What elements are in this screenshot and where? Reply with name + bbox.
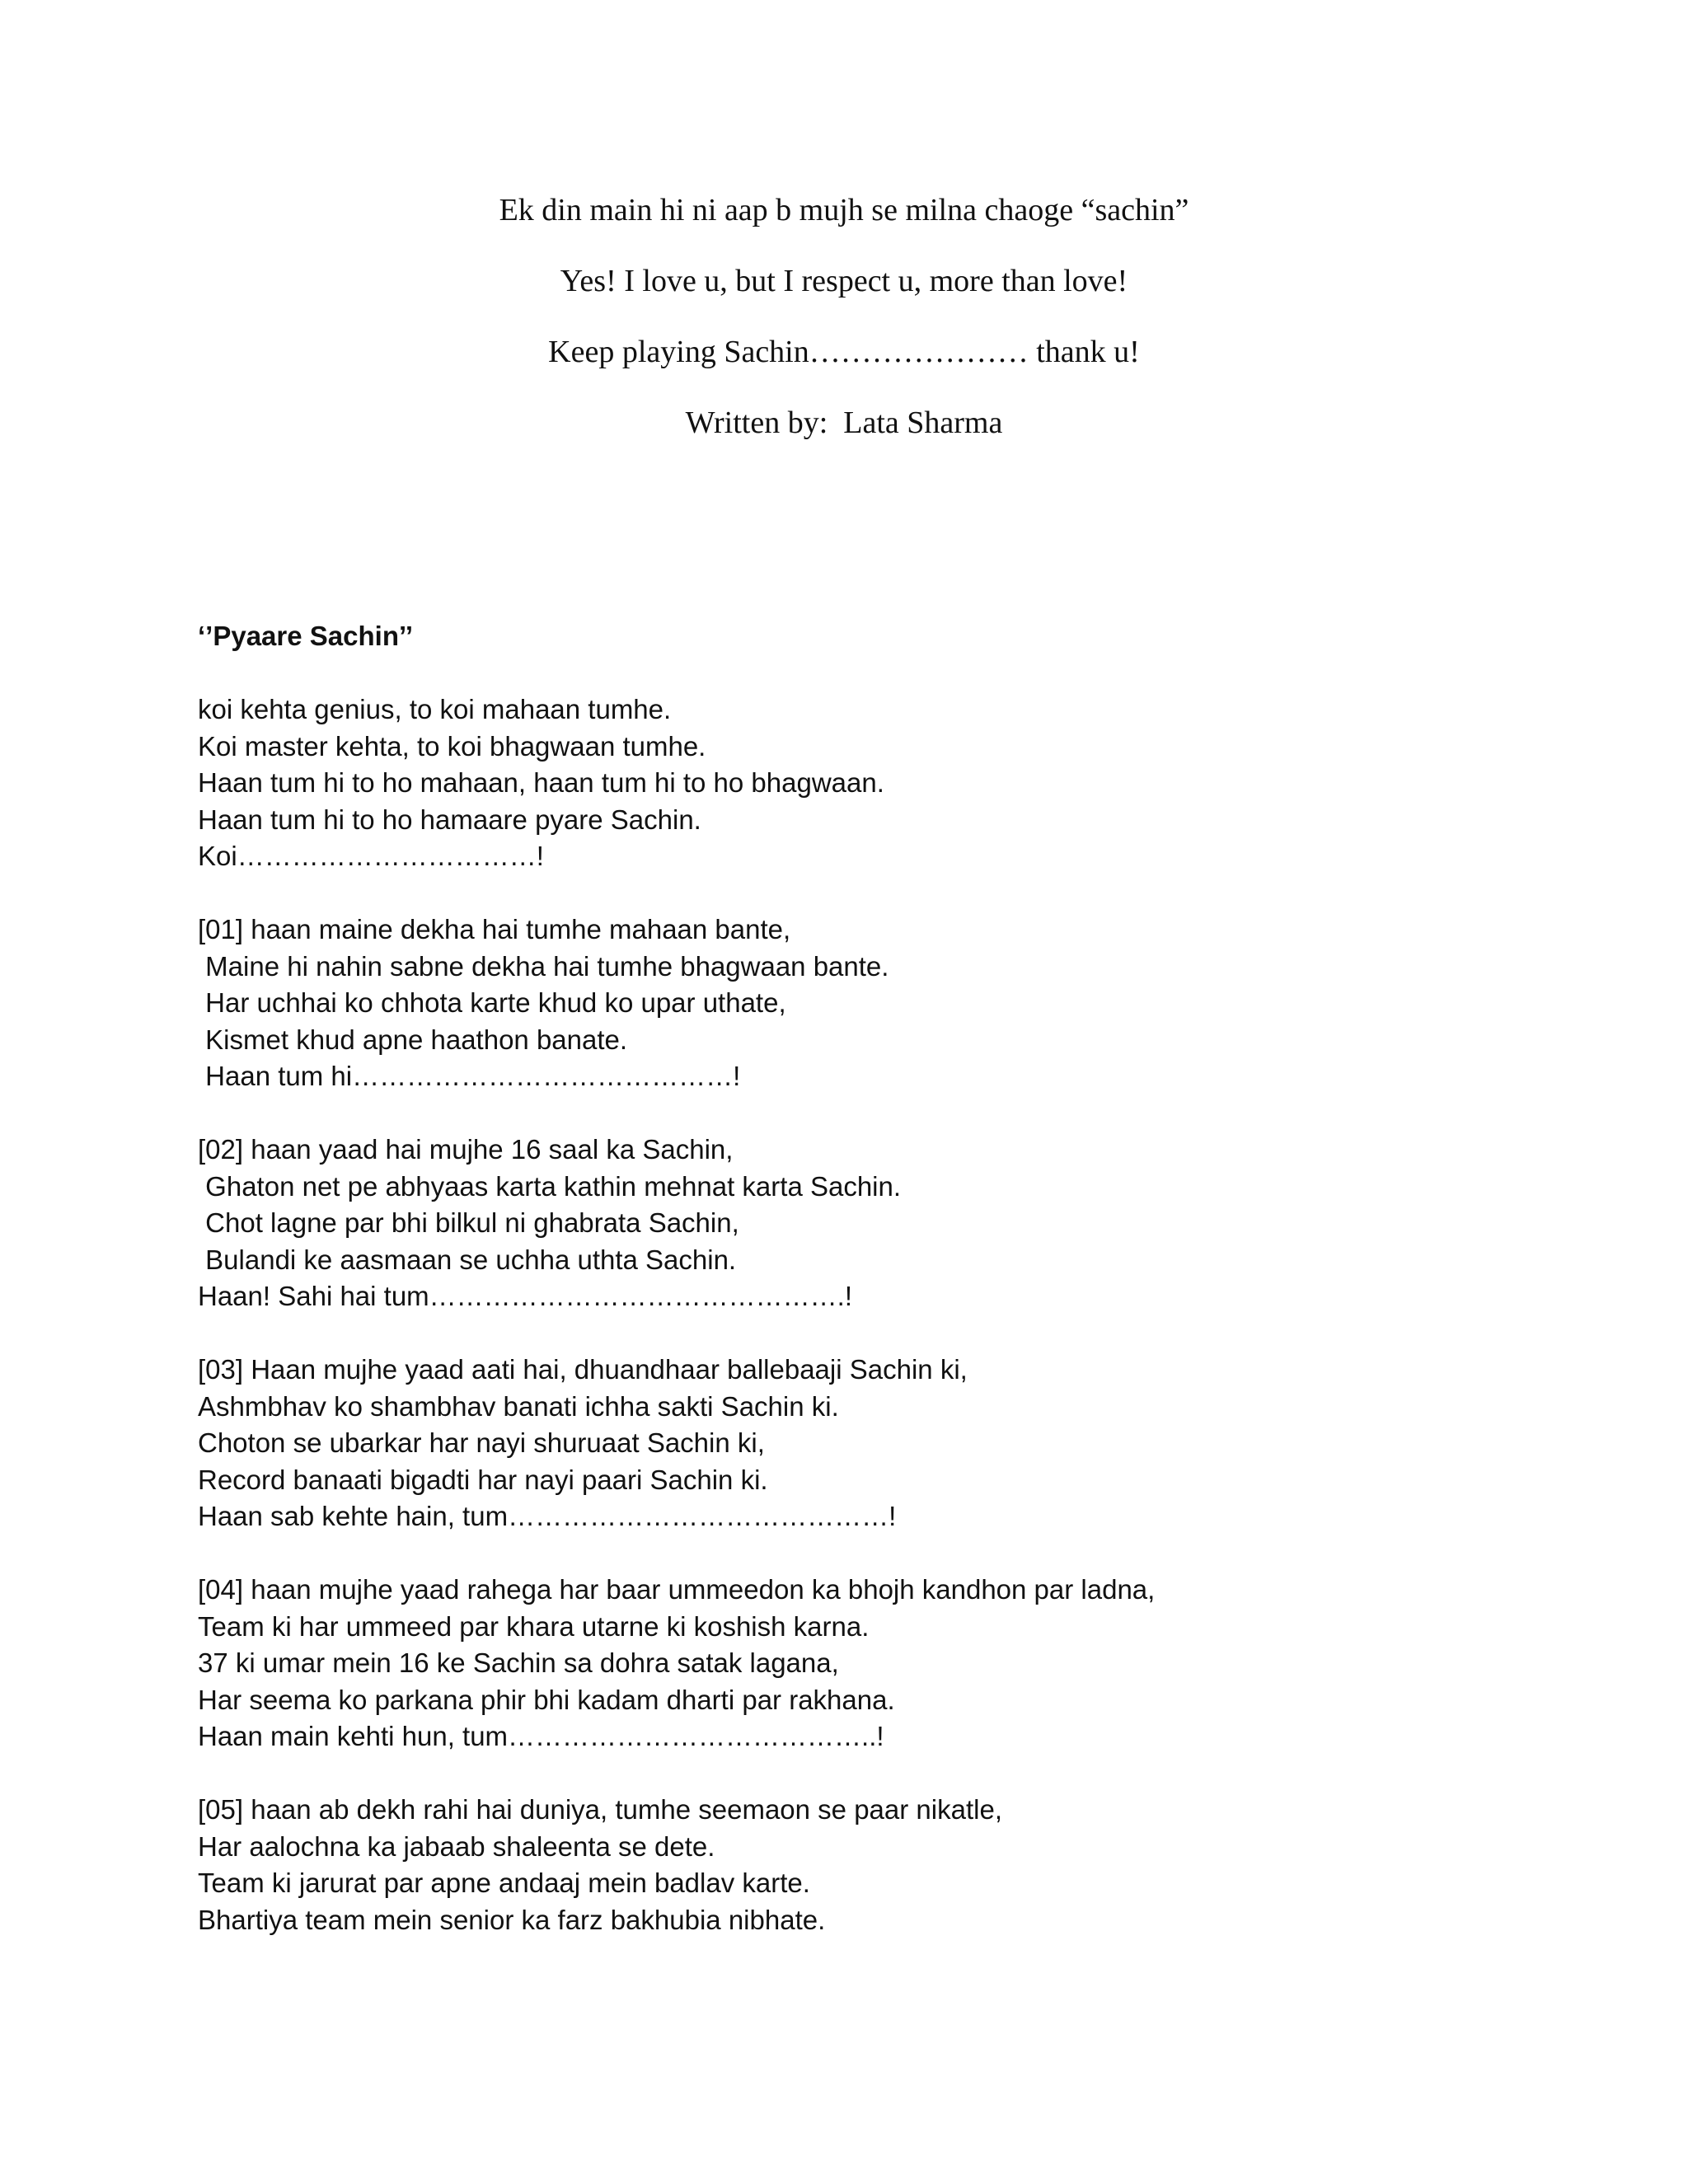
stanza-intro bbox=[198, 691, 1599, 875]
header-block bbox=[0, 191, 1688, 475]
poem-line: Team ki har ummeed par khara utarne ki koshish karna. bbox=[198, 1610, 870, 1642]
poem-line: Har uchhai ko chhota karte khud ko upar uthate, bbox=[198, 987, 786, 1018]
poem-line: [02] haan yaad hai mujhe 16 saal ka Sachin, bbox=[198, 1134, 734, 1165]
poem-line: Kismet khud apne haathon banate. bbox=[198, 1024, 628, 1055]
author-credit: Written by: Lata Sharma bbox=[685, 405, 1003, 440]
poem-line: Record banaati bigadti har nayi paari Sachin ki. bbox=[198, 1464, 768, 1495]
stanza-04 bbox=[198, 1572, 1599, 1755]
poem-line: Haan sab kehte hain, tum……………………………………! bbox=[198, 1501, 897, 1531]
poem-line: Maine hi nahin sabne dekha hai tumhe bhagwaan bante. bbox=[198, 950, 889, 982]
header-line-2: Yes! I love u, but I respect u, more than love! bbox=[560, 264, 1128, 298]
poem-line: Chot lagne par bhi bilkul ni ghabrata Sachin, bbox=[198, 1207, 739, 1238]
stanza-03 bbox=[198, 1352, 1599, 1535]
poem-line: [03] Haan mujhe yaad aati hai, dhuandhaar ballebaaji Sachin ki, bbox=[198, 1354, 968, 1385]
poem-title: ‘’Pyaare Sachin’’ bbox=[198, 621, 414, 651]
poem-line: Bulandi ke aasmaan se uchha uthta Sachin. bbox=[198, 1244, 737, 1275]
poem-line: [04] haan mujhe yaad rahega har baar ummeedon ka bhojh kandhon par ladna, bbox=[198, 1574, 1156, 1605]
poem bbox=[198, 618, 1599, 1975]
poem-line: Ashmbhav ko shambhav banati ichha sakti Sachin ki. bbox=[198, 1390, 839, 1422]
poem-line: Haan tum hi to ho mahaan, haan tum hi to ho bhagwaan. bbox=[198, 767, 884, 798]
stanza-05 bbox=[198, 1792, 1599, 1938]
poem-line: Haan! Sahi hai tum……………………………………….! bbox=[198, 1281, 852, 1311]
poem-line: Haan tum hi……………………………………! bbox=[198, 1061, 741, 1091]
stanza-01 bbox=[198, 912, 1599, 1095]
stanza-02 bbox=[198, 1132, 1599, 1315]
header-line-3: Keep playing Sachin………………… thank u! bbox=[548, 335, 1140, 369]
poem-line: Choton se ubarkar har nayi shuruaat Sachin ki, bbox=[198, 1427, 765, 1458]
poem-line: [01] haan maine dekha hai tumhe mahaan bante, bbox=[198, 914, 791, 944]
poem-line: Team ki jarurat par apne andaaj mein badlav karte. bbox=[198, 1868, 810, 1898]
poem-line: Ghaton net pe abhyaas karta kathin mehnat karta Sachin. bbox=[198, 1170, 902, 1202]
poem-line: Haan tum hi to ho hamaare pyare Sachin. bbox=[198, 804, 701, 835]
poem-line: Haan main kehti hun, tum…………………………………..! bbox=[198, 1721, 884, 1751]
poem-line: Bhartiya team mein senior ka farz bakhubia nibhate. bbox=[198, 1904, 826, 1935]
poem-line: Koi master kehta, to koi bhagwaan tumhe. bbox=[198, 730, 706, 762]
poem-line: [05] haan ab dekh rahi hai duniya, tumhe seemaon se paar nikatle, bbox=[198, 1794, 1002, 1825]
poem-line: Har aalochna ka jabaab shaleenta se dete. bbox=[198, 1830, 715, 1862]
poem-line: Koi……………………………! bbox=[198, 841, 544, 871]
poem-line: Har seema ko parkana phir bhi kadam dharti par rakhana. bbox=[198, 1684, 895, 1715]
poem-line: koi kehta genius, to koi mahaan tumhe. bbox=[198, 694, 672, 724]
header-line-1: Ek din main hi ni aap b mujh se milna chaoge “sachin” bbox=[499, 193, 1189, 227]
poem-line: 37 ki umar mein 16 ke Sachin sa dohra satak lagana, bbox=[198, 1647, 839, 1678]
